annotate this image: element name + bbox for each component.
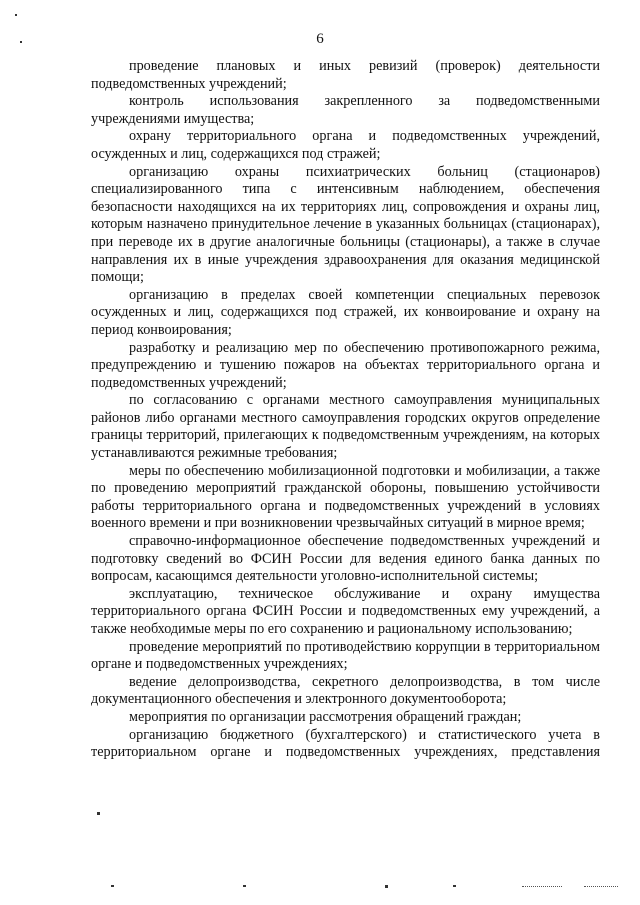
paragraph: организацию бюджетного (бухгалтерского) и статистического учета в территориальном органе и подведомственных учреждениях, представления [91,726,600,761]
scan-mark [97,812,100,815]
paragraph: организацию охраны психиатрических больниц (стационаров) специализированного типа с интенсивным наблюдением, обеспечения безопасности находящихся на их территориях лиц, сопровождения и охраны лиц, которым назначено принудительное лечение в указанных больницах (стационарах), при переводе их в другие аналогичные больницы (стационары), а также в случае направления их в иные учреждения здравоохранения для оказания медицинской помощи; [91,163,600,286]
paragraph: проведение мероприятий по противодействию коррупции в территориальном органе и подведомственных учреждениях; [91,638,600,673]
scan-dotted-line [584,886,618,889]
paragraph: справочно-информационное обеспечение подведомственных учреждений и подготовку сведений во ФСИН России для ведения единого банка данных по вопросам, касающимся деятельности уголовно-исполнительной системы; [91,533,600,585]
page-number: 6 [316,31,324,47]
paragraph: по согласованию с органами местного самоуправления муниципальных районов либо органами местного самоуправления городских округов определение границы территорий, прилегающих к подведомственным учреждениям, на которых устанавливаются режимные требования; [91,392,600,462]
scan-mark [385,885,388,888]
paragraph: охрану территориального органа и подведомственных учреждений, осужденных и лиц, содержащихся под стражей; [91,128,600,162]
scan-mark [453,885,456,887]
paragraph: мероприятия по организации рассмотрения обращений граждан; [129,708,522,725]
paragraph: контроль использования закрепленного за подведомственными учреждениями имущества; [91,93,600,127]
scan-dotted-line [522,886,562,889]
paragraph: организацию в пределах своей компетенции специальных перевозок осужденных и лиц, содержащихся под стражей, их конвоирование и охрану на период конвоирования; [91,286,600,338]
paragraph: ведение делопроизводства, секретного делопроизводства, в том числе документационного обеспечения и электронного документооборота; [91,673,600,708]
paragraph: проведение плановых и иных ревизий (проверок) деятельности подведомственных учреждений; [91,58,600,92]
paragraph: меры по обеспечению мобилизационной подготовки и мобилизации, а также по проведению мероприятий гражданской обороны, повышению устойчивости работы территориального органа и подведомственных учреждений в условиях военного времени и при возникновении чрезвычайных ситуаций в мирное время; [91,462,600,532]
paragraph: эксплуатацию, техническое обслуживание и охрану имущества территориального органа ФСИН России и подведомственных ему учреждений, а также необходимые меры по его сохранению и рациональному использованию; [91,585,600,637]
document-text [91,58,600,762]
scan-mark [111,885,114,887]
paragraph: разработку и реализацию мер по обеспечению противопожарного режима, предупреждению и тушению пожаров на объектах территориального органа и подведомственных учреждений; [91,339,600,391]
scan-mark [15,14,17,16]
scan-mark [243,885,246,887]
